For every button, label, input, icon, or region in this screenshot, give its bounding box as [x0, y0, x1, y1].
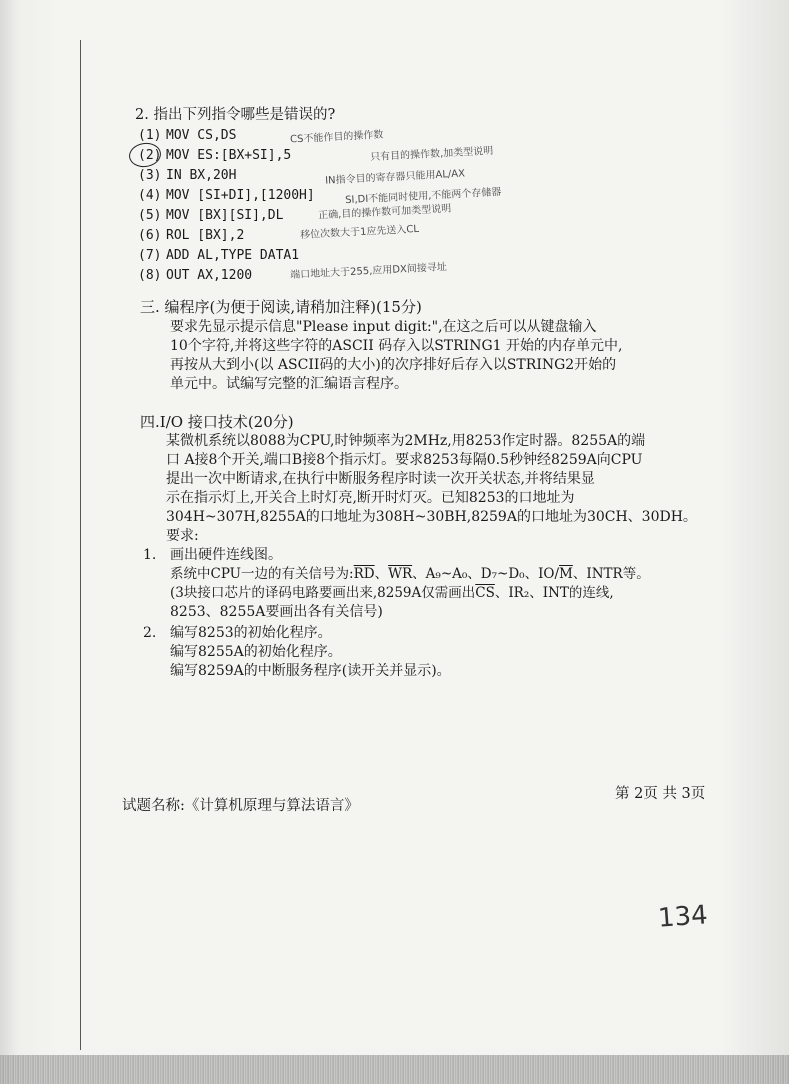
- q3-heading: 三. 编程序(为便于阅读,请稍加注释)(15分): [140, 298, 422, 316]
- item-number: (5): [138, 208, 162, 223]
- handwritten-note: IN指令目的寄存器只能用AL/AX: [324, 168, 466, 187]
- item-code: OUT AX,1200: [166, 268, 253, 283]
- q4-line-2: 口 A接8个开关,端口B接8个指示灯。要求8253每隔0.5秒钟经8259A向CPU: [166, 452, 643, 468]
- item-code: ADD AL,TYPE DATA1: [166, 248, 300, 263]
- q4-line-1: 某微机系统以8088为CPU,时钟频率为2MHz,用8253作定时器。8255A的端: [166, 433, 646, 449]
- q3-line-3: 再按从大到小(以 ASCII码的大小)的次序排好后存入以STRING2开始的: [170, 357, 617, 373]
- req2-line-3: 编写8259A的中断服务程序(读开关并显示)。: [170, 663, 451, 679]
- item-number: (8): [138, 268, 162, 283]
- handwritten-note: 正确,目的操作数可加类型说明: [317, 203, 452, 222]
- item-number: (1): [138, 128, 162, 143]
- q3-line-4: 单元中。试编写完整的汇编语言程序。: [170, 376, 408, 392]
- req1-line-2-a: (3块接口芯片的译码电路要画出来,8259A仅需画出: [170, 585, 476, 601]
- separator: 、: [524, 566, 539, 582]
- handwritten-note: 只有目的操作数,加类型说明: [369, 145, 494, 164]
- item-code: IN BX,20H: [166, 168, 237, 183]
- item-number: (4): [138, 188, 162, 203]
- q3-line-1: 要求先显示提示信息"Please input digit:",在这之后可以从键盘输入: [170, 319, 597, 335]
- item-code: MOV CS,DS: [166, 128, 237, 143]
- signal-data: D₇~D₀: [480, 566, 525, 582]
- req2-number: 2.: [143, 625, 157, 641]
- handwritten-note: SI,DI不能同时使用,不能两个存储器: [344, 186, 502, 207]
- q2-item-5: [138, 207, 283, 225]
- signal-address: A₉~A₀: [425, 566, 468, 582]
- q2-item-3: [138, 167, 236, 185]
- handwritten-page-number: 134: [657, 900, 709, 934]
- q4-line-5: 304H~307H,8255A的口地址为308H~30BH,8259A的口地址为30CH、30DH。: [166, 509, 697, 525]
- q4-line-4: 示在指示灯上,开关合上时灯亮,断开时灯灭。已知8253的口地址为: [166, 490, 575, 506]
- req2-line-1: 编写8253的初始化程序。: [170, 625, 332, 641]
- item-number: (3): [138, 168, 162, 183]
- separator: 、: [572, 566, 587, 582]
- q2-item-8: [138, 267, 252, 285]
- item-code: MOV ES:[BX+SI],5: [166, 148, 292, 163]
- q2-title: 2. 指出下列指令哪些是错误的?: [135, 107, 336, 123]
- scan-edge-noise: [0, 1055, 789, 1084]
- q4-line-3: 提出一次中断请求,在执行中断服务程序时读一次开关状态,并将结果显: [166, 471, 595, 487]
- separator: 、: [467, 566, 481, 582]
- signal-cs: $\overline{CS}$: [475, 585, 495, 601]
- binding-margin-line: [80, 40, 81, 1050]
- q2-item-4: [138, 187, 315, 205]
- q2-item-7: [138, 247, 299, 265]
- separator: 、: [412, 566, 426, 582]
- q3-line-2: 10个字符,并将这些字符的ASCII 码存入以STRING1 开始的内存单元中,: [170, 338, 623, 354]
- q2-item-1: [138, 127, 236, 145]
- item-code: MOV [SI+DI],[1200H]: [166, 188, 315, 203]
- req1-line-3: 8253、8255A要画出各有关信号): [170, 604, 383, 620]
- item-number: (2): [138, 148, 162, 163]
- req1-line-2-b: 、IR₂、INT的连线,: [494, 585, 614, 601]
- req2-line-2: 编写8255A的初始化程序。: [170, 644, 342, 660]
- req1-line-2: [170, 584, 614, 603]
- signal-intr: INTR等。: [586, 566, 650, 582]
- item-code: ROL [BX],2: [166, 228, 245, 243]
- signal-iom-prefix: IO/: [538, 566, 560, 582]
- page-info: 第 2页 共 3页: [615, 786, 706, 802]
- separator: 、: [374, 566, 389, 582]
- handwritten-note: 端口地址大于255,应用DX间接寻址: [289, 261, 448, 282]
- signal-rd: $\overline{RD}$: [353, 566, 375, 582]
- signal-iom-m: $\overline{M}$: [559, 566, 573, 582]
- item-number: (7): [138, 248, 162, 263]
- handwritten-note: CS不能作目的操作数: [289, 129, 384, 146]
- item-code: MOV [BX][SI],DL: [166, 208, 284, 223]
- q4-heading: 四.I/O 接口技术(20分): [140, 413, 294, 431]
- item-number: (6): [138, 228, 162, 243]
- signal-wr: $\overline{WR}$: [388, 566, 413, 582]
- requirements-label: 要求:: [166, 528, 199, 544]
- exam-name: 试题名称:《计算机原理与算法语言》: [122, 798, 359, 814]
- q2-item-2: [138, 147, 291, 165]
- req1-signals-line: [170, 565, 650, 584]
- signals-prefix: 系统中CPU一边的有关信号为:: [170, 566, 354, 582]
- req1-title: 画出硬件连线图。: [170, 547, 282, 563]
- q2-item-6: [138, 227, 244, 245]
- req1-number: 1.: [143, 547, 157, 563]
- handwritten-note: 移位次数大于1应先送入CL: [299, 223, 420, 242]
